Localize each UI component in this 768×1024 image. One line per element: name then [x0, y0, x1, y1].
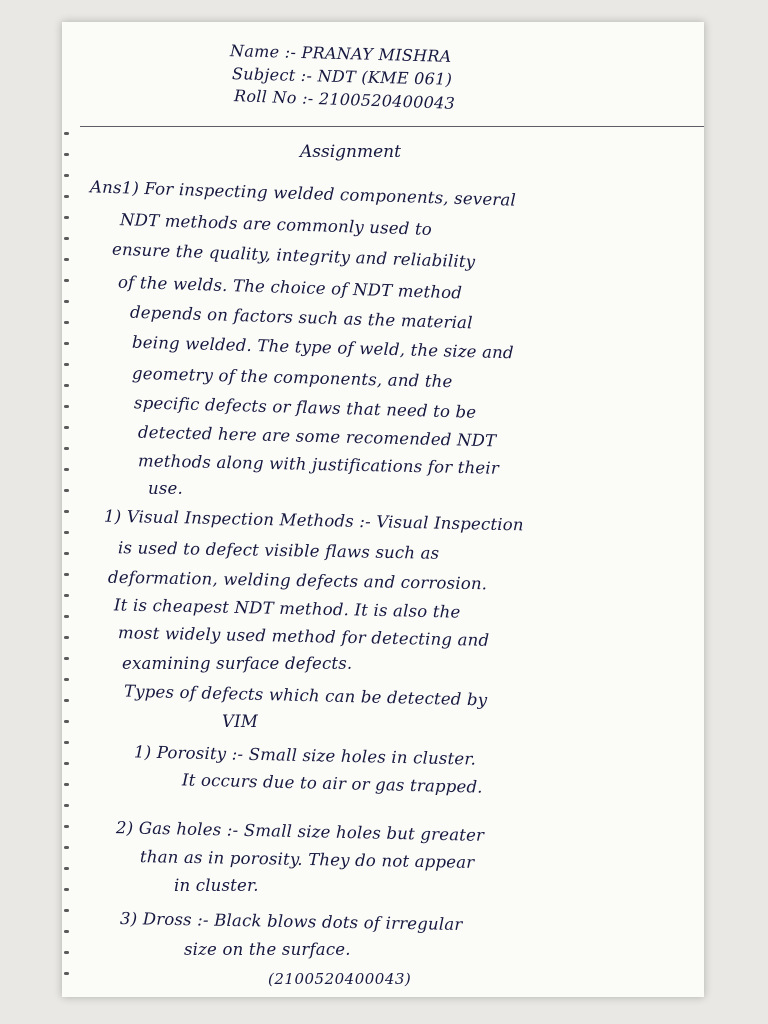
text-line: 3) Dross :- Black blows dots of irregular [119, 909, 463, 934]
binder-hole [64, 258, 69, 261]
binder-hole [64, 972, 69, 975]
binder-hole [64, 363, 69, 366]
binder-hole [64, 762, 69, 765]
text-line: deformation, welding defects and corrosion. [107, 567, 488, 594]
text-line: NDT methods are commonly used to [119, 210, 433, 239]
header-rule [80, 126, 704, 127]
notebook-page [62, 22, 704, 997]
binder-hole [64, 384, 69, 387]
binder-hole [64, 888, 69, 891]
name-line: Name :- PRANAY MISHRA [229, 41, 452, 66]
text-line: than as in porosity. They do not appear [139, 847, 475, 872]
binder-hole [64, 699, 69, 702]
binder-hole [64, 321, 69, 324]
binder-hole [64, 594, 69, 597]
text-line: 1) Porosity :- Small size holes in cluster. [133, 742, 477, 769]
binder-hole [64, 342, 69, 345]
assignment-title: Assignment [300, 142, 401, 162]
binder-hole [64, 426, 69, 429]
binder-hole [64, 741, 69, 744]
binder-hole [64, 300, 69, 303]
text-line: VIM [222, 712, 258, 731]
binder-hole [64, 153, 69, 156]
roll-number-line: Roll No :- 2100520400043 [233, 86, 456, 113]
text-line: most widely used method for detecting and [117, 623, 490, 650]
binder-hole [64, 573, 69, 576]
binder-hole [64, 825, 69, 828]
binder-hole [64, 447, 69, 450]
text-line: methods along with justifications for their [137, 451, 500, 478]
text-line: in cluster. [174, 876, 259, 895]
binder-hole [64, 657, 69, 660]
text-line: 2) Gas holes :- Small size holes but greater [115, 818, 485, 845]
binder-hole [64, 531, 69, 534]
binder-hole [64, 720, 69, 723]
binder-hole [64, 636, 69, 639]
binder-hole [64, 279, 69, 282]
binder-hole [64, 909, 69, 912]
text-line: It occurs due to air or gas trapped. [181, 770, 483, 797]
binder-hole [64, 930, 69, 933]
roll-number-footer: (2100520400043) [268, 970, 412, 988]
binder-hole [64, 867, 69, 870]
binder-hole [64, 678, 69, 681]
binder-hole [64, 195, 69, 198]
binder-hole [64, 804, 69, 807]
binder-hole [64, 468, 69, 471]
binder-hole [64, 951, 69, 954]
subject-line: Subject :- NDT (KME 061) [231, 64, 453, 89]
text-line: Types of defects which can be detected by [123, 681, 488, 710]
binder-hole [64, 132, 69, 135]
binder-hole [64, 783, 69, 786]
text-line: detected here are some recomended NDT [137, 422, 497, 451]
binder-holes [62, 22, 72, 997]
binder-hole [64, 489, 69, 492]
text-line: ensure the quality, integrity and reliability [111, 239, 476, 272]
binder-hole [64, 615, 69, 618]
text-line: 1) Visual Inspection Methods :- Visual Inspection [103, 506, 524, 535]
text-line: Ans1) For inspecting welded components, several [89, 177, 517, 210]
binder-hole [64, 552, 69, 555]
text-line: depends on factors such as the material [129, 302, 473, 333]
text-line: specific defects or flaws that need to be [133, 393, 477, 422]
binder-hole [64, 174, 69, 177]
binder-hole [64, 846, 69, 849]
text-line: geometry of the components, and the [131, 363, 453, 392]
binder-hole [64, 216, 69, 219]
text-line: examining surface defects. [122, 654, 353, 673]
binder-hole [64, 405, 69, 408]
text-line: is used to defect visible flaws such as [117, 538, 440, 563]
binder-hole [64, 510, 69, 513]
text-line: of the welds. The choice of NDT method [117, 272, 463, 303]
binder-hole [64, 237, 69, 240]
text-line: It is cheapest NDT method. It is also the [113, 595, 461, 622]
text-line: size on the surface. [184, 940, 351, 959]
text-line: being welded. The type of weld, the size and [131, 332, 514, 363]
text-line: use. [148, 479, 183, 498]
